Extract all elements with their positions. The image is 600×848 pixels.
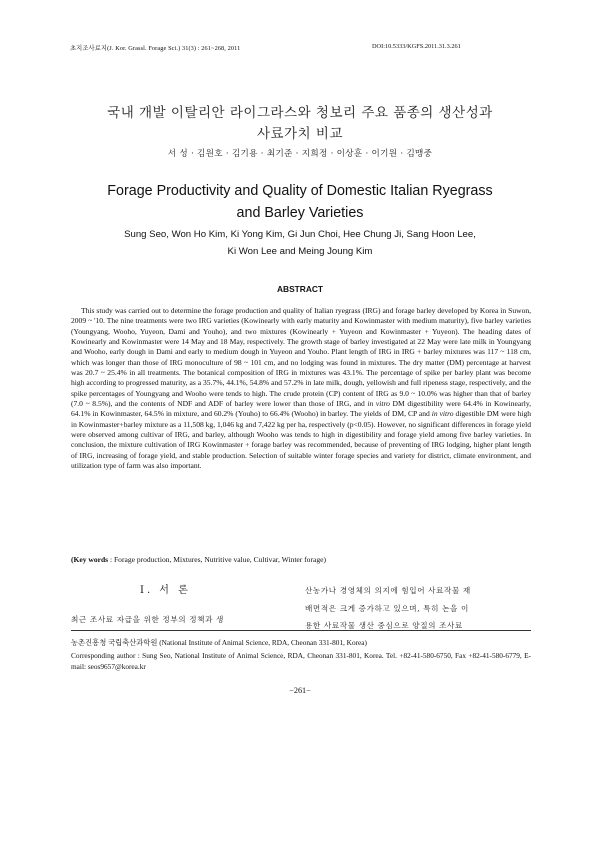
doi: DOI:10.5333/KGFS.2011.31.3.261 [372, 43, 461, 50]
keywords-label: (Key words [71, 555, 109, 564]
keywords [71, 555, 531, 564]
page-number: −261− [289, 686, 311, 695]
abstract-text-part1: This study was carried out to determine the forage production and quality of Italian ryegrass (IRG) and forage barley developed by Korea in Suwon, 2009 ~ '10. The nine treatments were two IRG varieties (Kowinearly with early maturity and Kowinmaster with medium maturity), five barley varieties (Youngyang, Wooho, Yuyeon, Dami and Youho), and two mixtures (Kowinearly + Yuyeon and Kowinmaster + Yuyeon). The heading dates of Kowinearly and Kowinmaster were 14 May and 18 May, respectively. The growth stage of barley investigated at 22 May were late milk in Youngyang and Wooho, early dough in Dami and early to medium dough in Yuyeon and Youho. Plant length of IRG in IRG + barley mixtures was 117 ~ 118 cm, which was longer than those of IRG monoculture of 98 ~ 101 cm, and no lodging was found in mixtures. The dry matter (DM) percentage at harvest was 20.7 ~ 25.4% in all treatments. The botanical composition of IRG in mixtures was 43.1%. The percentage of spike per barley plant was become high according to progressed maturity, as a 35.7%, 44.1%, 54.8% and 57.2% in late milk, dough, yellowish and full ripeness stage, respectively, and the spike percentages of Youngyang and Wooho were tends to high. The crude protein (CP) content of IRG as 9.0 ~ 10.0% was higher than that of barley (7.0 ~ 8.5%), and the contents of NDF and ADF of barley were lower than those of IRG, and [71, 306, 531, 409]
corresponding-author-footnote: Corresponding author : Sung Seo, National Institute of Animal Science, RDA, Cheonan 331-801, Korea. Tel. +82-41-580-6750, Fax +82-41-580-6779, E-mail: seos9657@korea.kr [71, 651, 531, 671]
abstract-italic-2: in vitro [431, 409, 454, 419]
english-authors-line1: Sung Seo, Won Ho Kim, Ki Yong Kim, Gi Jun Choi, Hee Chung Ji, Sang Hoon Lee, [124, 229, 476, 240]
abstract-text-part2: DM digestibility were 64.4% in Kowinearly, 64.1% in Kowinmaster, 64.5% in mixture, and 60.2% (Youho) to 66.4% (Wooho) in barley. The yields of DM, CP and [71, 399, 531, 419]
introduction-right-column [305, 582, 531, 635]
english-title-line2: and Barley Varieties [236, 205, 364, 221]
abstract-italic-1: in vitro [367, 399, 390, 409]
footnote-divider [71, 630, 531, 631]
abstract-body [71, 306, 531, 472]
korean-title-line2: 사료가치 비교 [256, 126, 344, 142]
keywords-text: : Forage production, Mixtures, Nutritive value, Cultivar, Winter forage) [108, 555, 326, 564]
introduction-right-line-3: 용한 사료작물 생산 중심으로 양질의 조사료 [305, 621, 463, 630]
korean-title-line1: 국내 개발 이탈리안 라이그라스와 청보리 주요 품종의 생산성과 [107, 105, 493, 121]
journal-reference: 초지조사료지(J. Kor. Grassl. Forage Sci.) 31(3) : 261~268, 2011 [70, 45, 241, 52]
introduction-left-column-line: 최근 조사료 자급을 위한 정부의 정책과 생 [71, 615, 224, 624]
affiliation-footnote: 농촌진흥청 국립축산과학원 (National Institute of Animal Science, RDA, Cheonan 331-801, Korea) [71, 638, 367, 647]
english-title-line1: Forage Productivity and Quality of Domestic Italian Ryegrass [107, 183, 493, 199]
introduction-right-line-2: 배면적은 크게 증가하고 있으며, 특히 논을 이 [305, 603, 469, 613]
english-authors-line2: Ki Won Lee and Meing Joung Kim [227, 246, 373, 257]
korean-authors: 서 성 · 김원호 · 김기용 · 최기준 · 지희정 · 이상훈 · 이기원 · 김맹중 [167, 149, 433, 159]
section-title-introduction: Ⅰ. 서 론 [140, 585, 191, 596]
introduction-right-line-1: 산농가나 경영체의 의지에 힘입어 사료작물 재 [305, 586, 471, 595]
abstract-text-part3: digestible DM were high in Kowinmaster+barley mixture as a 11,508 kg, 1,046 kg and 7,422 kg per ha, respectively (p<0.05). However, no significant differences in forage yield were observed among cultivar of IRG, and barley, although Wooho was tends to high in digestibility and forage yield among five barley varieties. In conclusion, the mixture cultivation of IRG Kowinmaster + forage barley was recommended, because of preventing of IRG lodging, higher plant length of IRG, increasing of forage yield, and stable production. Selection of suitable winter forage species and variety for district, climate environment, and utilization type of farm was also important. [71, 409, 532, 471]
abstract-heading: ABSTRACT [276, 284, 324, 294]
